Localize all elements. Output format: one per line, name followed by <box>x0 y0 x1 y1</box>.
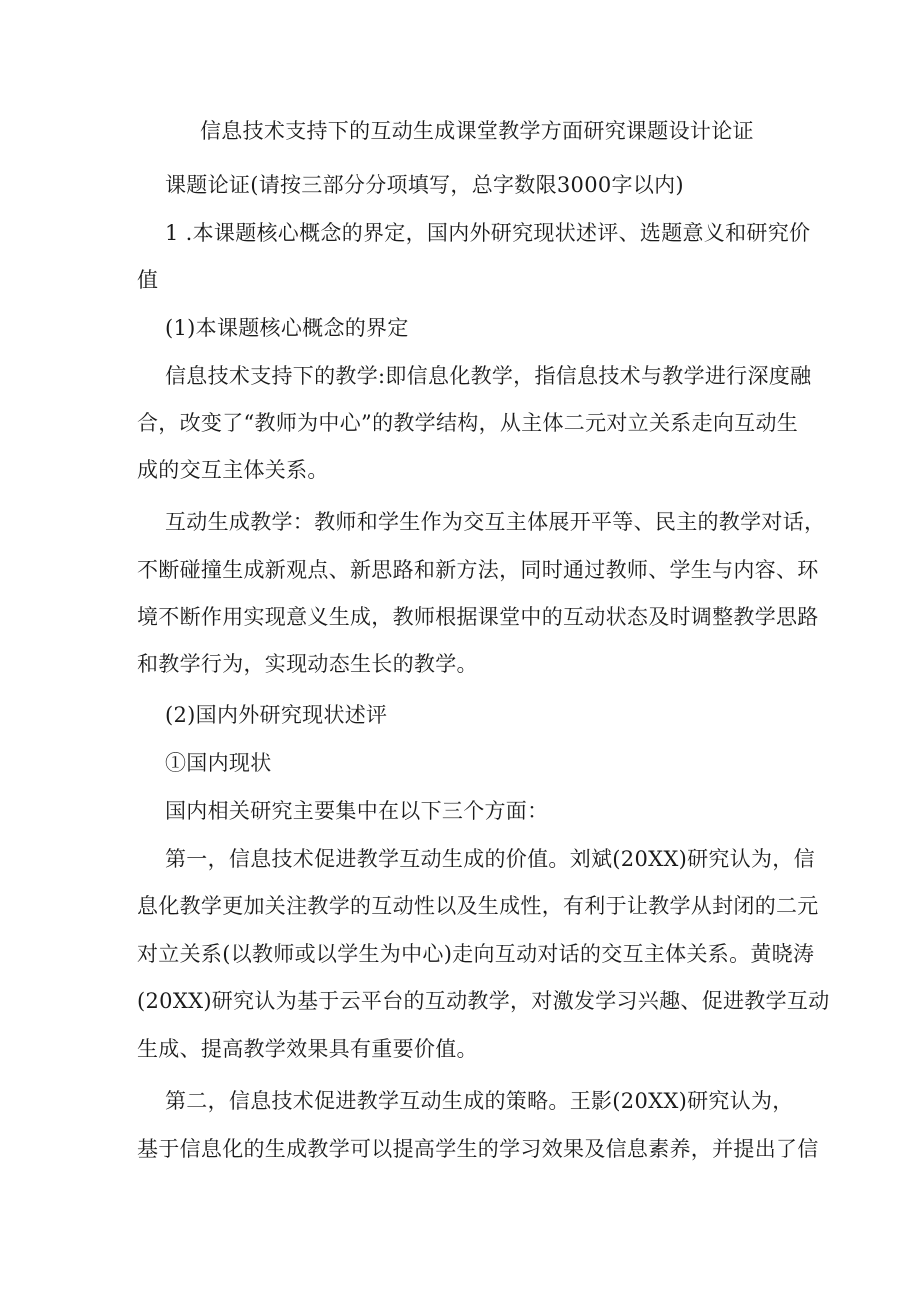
sub1-heading: (1)本课题核心概念的界定 <box>165 316 409 340</box>
para-interactive-line-2: 不断碰撞生成新观点、新思路和新方法，同时通过教师、学生与内容、环 <box>137 558 819 582</box>
document-title: 信息技术支持下的互动生成课堂教学方面研究课题设计论证 <box>200 119 754 143</box>
intro-line: 课题论证(请按三部分分项填写，总字数限3000字以内) <box>165 173 684 197</box>
domestic-heading: ①国内现状 <box>165 751 272 775</box>
para-info-teaching-line-1: 信息技术支持下的教学:即信息化教学，指信息技术与教学进行深度融 <box>165 364 812 388</box>
section1-heading-line-2: 值 <box>137 268 159 292</box>
para-first-line-4: (20XX)研究认为基于云平台的互动教学，对激发学习兴趣、促进教学互动 <box>137 989 830 1013</box>
para-interactive-line-3: 境不断作用实现意义生成，教师根据课堂中的互动状态及时调整教学思路 <box>137 605 819 629</box>
section1-heading-line-1: 1 .本课题核心概念的界定，国内外研究现状述评、选题意义和研究价 <box>165 221 811 245</box>
para-first-line-2: 息化教学更加关注教学的互动性以及生成性，有利于让教学从封闭的二元 <box>137 894 819 918</box>
para-first-line-3: 对立关系(以教师或以学生为中心)走向互动对话的交互主体关系。黄晓涛 <box>137 942 815 966</box>
sub2-heading: (2)国内外研究现状述评 <box>165 703 388 727</box>
domestic-intro: 国内相关研究主要集中在以下三个方面： <box>165 799 549 823</box>
para-interactive-line-4: 和教学行为，实现动态生长的教学。 <box>137 652 478 676</box>
para-info-teaching-line-2: 合，改变了“教师为中心”的教学结构，从主体二元对立关系走向互动生 <box>137 411 799 435</box>
para-info-teaching-line-3: 成的交互主体关系。 <box>137 458 329 482</box>
para-second-line-2: 基于信息化的生成教学可以提高学生的学习效果及信息素养，并提出了信 <box>137 1137 819 1161</box>
para-second-line-1: 第二，信息技术促进教学互动生成的策略。王影(20XX)研究认为， <box>165 1089 794 1113</box>
para-first-line-5: 生成、提高教学效果具有重要价值。 <box>137 1037 478 1061</box>
para-first-line-1: 第一，信息技术促进教学互动生成的价值。刘斌(20XX)研究认为，信 <box>165 847 815 871</box>
para-interactive-line-1: 互动生成教学：教师和学生作为交互主体展开平等、民主的教学对话， <box>165 510 826 534</box>
